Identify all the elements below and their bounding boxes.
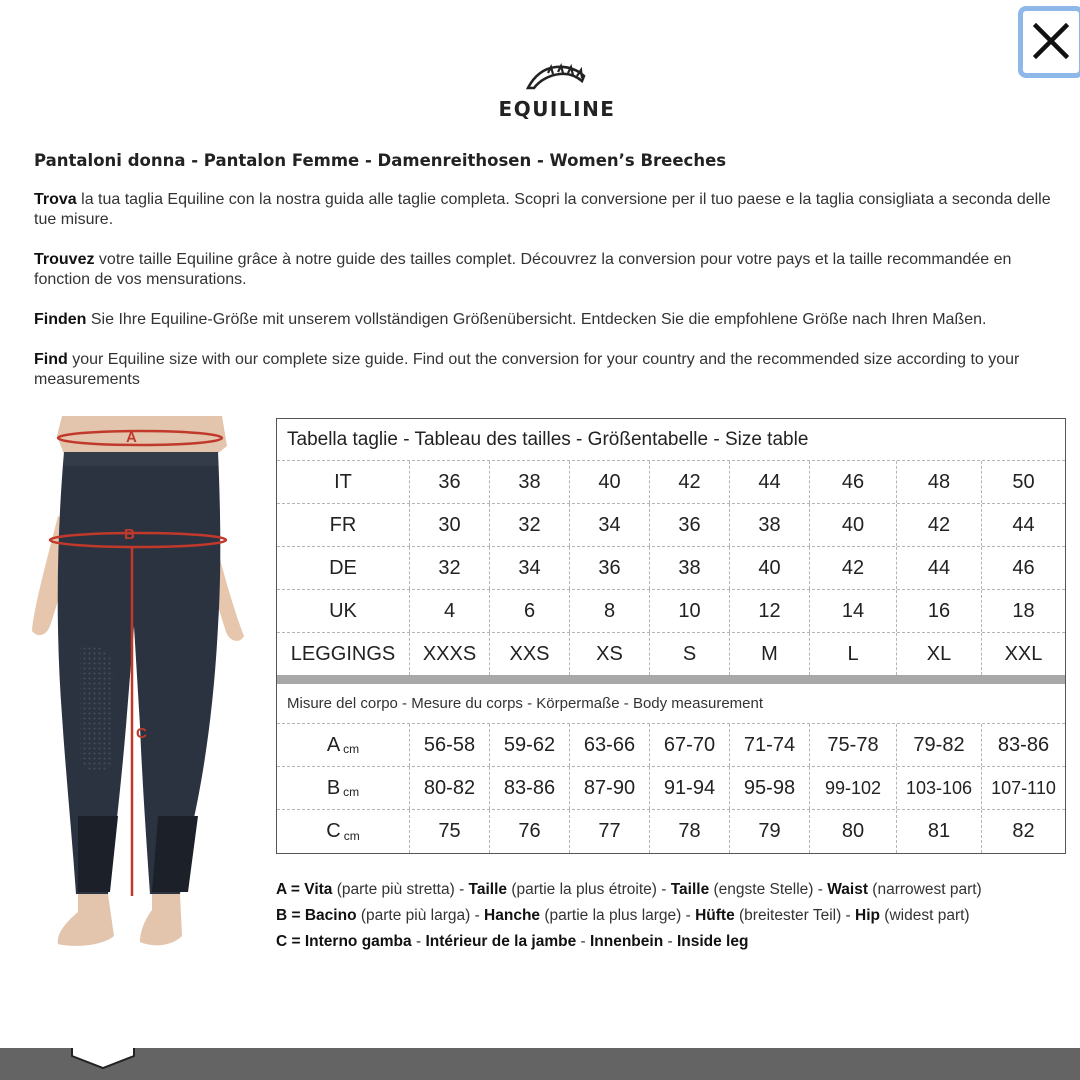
table-cell: 40 [809,504,896,546]
table-cell: 34 [569,504,649,546]
table-cell: 77 [569,810,649,853]
table-cell: 83-86 [489,767,569,809]
table-cell: 38 [649,547,729,589]
table-row [277,547,1065,590]
table-cell: 6 [489,590,569,632]
table-cell: 36 [409,461,489,503]
table-cell: 80-82 [409,767,489,809]
table-row [277,767,1065,810]
table-row [277,590,1065,633]
table-cell: 46 [981,547,1065,589]
table-cell: 42 [896,504,981,546]
marker-b-label: B [124,526,135,543]
table-cell: 103-106 [896,767,981,809]
brand-logo [480,62,634,121]
table-cell: S [649,633,729,675]
table-cell: 32 [489,504,569,546]
row-label-de: DE [329,556,357,579]
table-cell: 44 [729,461,809,503]
table-cell: 4 [409,590,489,632]
page-heading: Pantaloni donna - Pantalon Femme - Damenreithosen - Women’s Breeches [34,151,727,170]
row-label-c: C cm [326,820,360,843]
table-cell: 34 [489,547,569,589]
horse-heads-logo-icon [522,62,592,90]
table-cell: 107-110 [981,767,1065,809]
table-cell: 44 [896,547,981,589]
size-table-title: Tabella taglie - Tableau des tailles - Größentabelle - Size table [277,419,1065,461]
table-cell: 83-86 [981,724,1065,766]
intro-paragraph-en: Find your Equiline size with our complete size guide. Find out the conversion for your country and the recommended size according to your measurements [34,351,1020,388]
close-button[interactable] [1018,6,1080,78]
intro-paragraph-it: Trova la tua taglia Equiline con la nostra guida alle taglie completa. Scopri la conversione per il tuo paese e la taglia consigliata a seconda delle tue misure. [34,191,1051,228]
right-foot [140,894,182,945]
table-divider [277,675,1065,684]
table-cell: 71-74 [729,724,809,766]
table-cell: 75-78 [809,724,896,766]
marker-a-label: A [126,429,137,446]
chevron-down-icon[interactable] [70,1048,136,1070]
table-cell: 40 [729,547,809,589]
breeches-figure [22,416,258,972]
table-cell: 63-66 [569,724,649,766]
legend-line-c: C = Interno gamba - Intérieur de la jambe - Innenbein - Inside leg [276,933,749,950]
brand-name: EQUILINE [498,97,616,121]
table-cell: 16 [896,590,981,632]
row-label-fr: FR [329,513,357,536]
table-cell: 38 [729,504,809,546]
table-cell: 8 [569,590,649,632]
row-label-uk: UK [329,599,357,622]
table-cell: 40 [569,461,649,503]
legend-line-a: A = Vita (parte più stretta) - Taille (partie la plus étroite) - Taille (engste Stelle) - Waist (narrowest part) [276,881,982,898]
table-cell: 67-70 [649,724,729,766]
size-table [276,418,1066,854]
table-cell: XXXS [409,633,489,675]
table-row [277,504,1065,547]
table-cell: 87-90 [569,767,649,809]
table-cell: 95-98 [729,767,809,809]
table-cell: 42 [649,461,729,503]
table-cell: XXL [981,633,1065,675]
footer-bar [0,1048,1080,1080]
intro-paragraph-fr: Trouvez votre taille Equiline grâce à notre guide des tailles complet. Découvrez la conversion pour votre pays et la taille recommandée en fonction de vos mensurations. [34,251,1012,288]
table-cell: 79-82 [896,724,981,766]
table-cell: XXS [489,633,569,675]
table-cell: 44 [981,504,1065,546]
table-cell: 46 [809,461,896,503]
table-cell: 30 [409,504,489,546]
table-cell: 12 [729,590,809,632]
table-cell: 80 [809,810,896,853]
table-cell: 79 [729,810,809,853]
table-row [277,461,1065,504]
table-cell: 36 [649,504,729,546]
table-cell: 99-102 [809,767,896,809]
table-cell: 75 [409,810,489,853]
table-cell: 82 [981,810,1065,853]
table-cell: 42 [809,547,896,589]
table-row [277,810,1065,853]
table-cell: 38 [489,461,569,503]
measurement-title: Misure del corpo - Mesure du corps - Körpermaße - Body measurement [277,684,1065,724]
row-label-b: B cm [326,776,360,799]
table-cell: XL [896,633,981,675]
table-cell: 76 [489,810,569,853]
marker-c-label: C [136,725,147,742]
table-cell: M [729,633,809,675]
table-cell: L [809,633,896,675]
table-cell: 36 [569,547,649,589]
table-row [277,724,1065,767]
table-cell: 91-94 [649,767,729,809]
table-cell: 50 [981,461,1065,503]
row-label-leggings: LEGGINGS [290,642,396,665]
table-row [277,633,1065,675]
left-foot [58,894,114,946]
table-cell: 14 [809,590,896,632]
close-icon [1033,23,1069,59]
table-cell: 56-58 [409,724,489,766]
intro-paragraph-de: Finden Sie Ihre Equiline-Größe mit unserem vollständigen Größenübersicht. Entdecken Sie die empfohlene Größe nach Ihren Maßen. [34,311,987,328]
table-cell: 78 [649,810,729,853]
table-cell: XS [569,633,649,675]
table-cell: 10 [649,590,729,632]
row-label-it: IT [334,470,352,493]
torso [57,416,227,454]
table-cell: 18 [981,590,1065,632]
row-label-a: A cm [326,733,360,756]
table-cell: 59-62 [489,724,569,766]
table-cell: 48 [896,461,981,503]
legend-line-b: B = Bacino (parte più larga) - Hanche (partie la plus large) - Hüfte (breitester Teil) - Hip (widest part) [276,907,970,924]
table-cell: 32 [409,547,489,589]
table-cell: 81 [896,810,981,853]
